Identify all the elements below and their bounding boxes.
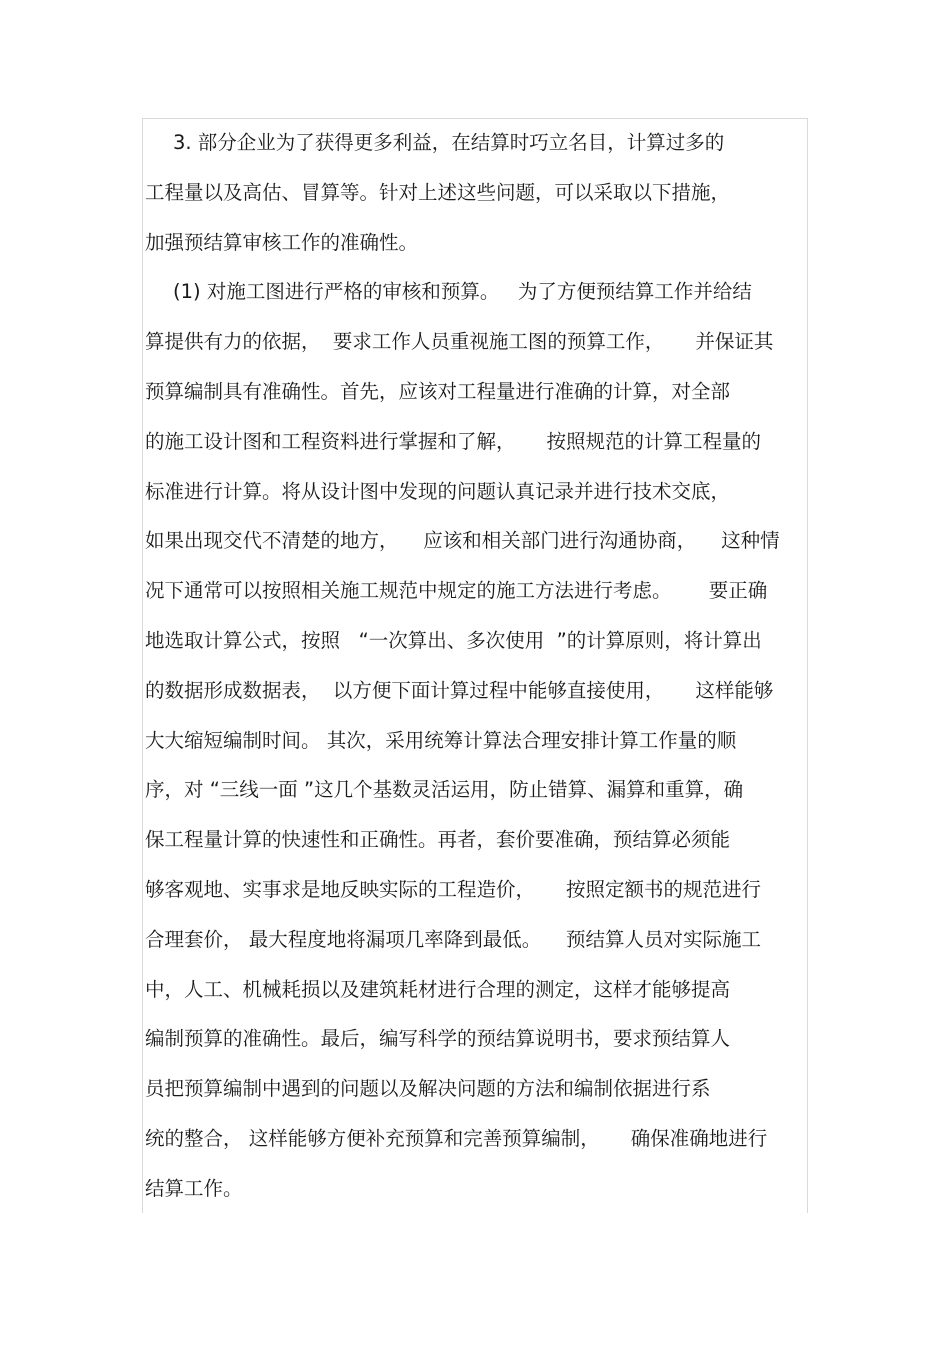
text-line: 地选取计算公式，按照 “一次算出、多次使用 ”的计算原则，将计算出 <box>145 628 762 652</box>
text-line: 统的整合， 这样能够方便补充预算和完善预算编制， 确保准确地进行 <box>145 1126 768 1150</box>
text-line: 标准进行计算。将从设计图中发现的问题认真记录并进行技术交底， <box>145 479 731 503</box>
text-line: 加强预结算审核工作的准确性。 <box>145 230 419 254</box>
text-line: 况下通常可以按照相关施工规范中规定的施工方法进行考虑。 要正确 <box>145 579 768 603</box>
text-line: 中，人工、机械耗损以及建筑耗材进行合理的测定，这样才能够提高 <box>145 977 731 1001</box>
text-line: 如果出现交代不清楚的地方， 应该和相关部门进行沟通协商， 这种情 <box>145 529 780 553</box>
text-line: 合理套价， 最大程度地将漏项几率降到最低。 预结算人员对实际施工 <box>145 927 761 951</box>
text-line: 结算工作。 <box>145 1176 243 1200</box>
text-line: 的数据形成数据表， 以方便下面计算过程中能够直接使用， 这样能够 <box>145 678 774 702</box>
text-line: 的施工设计图和工程资料进行掌握和了解， 按照规范的计算工程量的 <box>145 429 761 453</box>
text-line: 算提供有力的依据， 要求工作人员重视施工图的预算工作， 并保证其 <box>145 330 774 354</box>
text-line: 够客观地、实事求是地反映实际的工程造价， 按照定额书的规范进行 <box>145 877 761 901</box>
text-line: (1) 对施工图进行严格的审核和预算。 为了方便预结算工作并给结 <box>173 280 752 304</box>
text-line: 大大缩短编制时间。 其次，采用统筹计算法合理安排计算工作量的顺 <box>145 728 737 752</box>
text-line: 员把预算编制中遇到的问题以及解决问题的方法和编制依据进行系 <box>145 1077 711 1101</box>
text-line: 序，对 “三线一面 ”这几个基数灵活运用，防止错算、漏算和重算，确 <box>145 778 744 802</box>
text-line: 保工程量计算的快速性和正确性。再者，套价要准确，预结算必须能 <box>145 828 731 852</box>
text-line: 编制预算的准确性。最后，编写科学的预结算说明书，要求预结算人 <box>145 1027 731 1051</box>
text-line: 预算编制具有准确性。首先，应该对工程量进行准确的计算，对全部 <box>145 379 731 403</box>
document-body <box>145 118 807 1214</box>
text-line: 3. 部分企业为了获得更多利益，在结算时巧立名目，计算过多的 <box>173 131 725 154</box>
text-line: 工程量以及高估、冒算等。针对上述这些问题，可以采取以下措施， <box>145 180 731 204</box>
